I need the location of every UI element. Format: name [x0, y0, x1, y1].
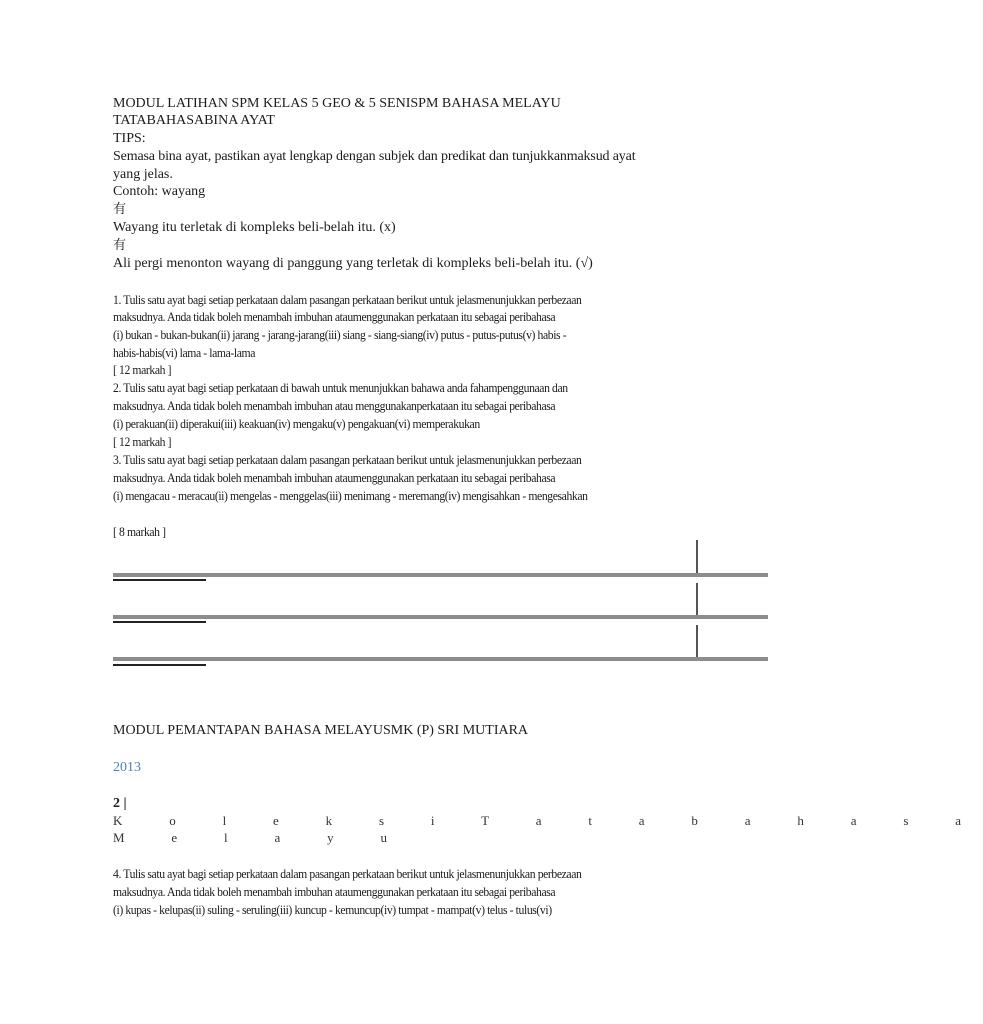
answer-divider-3: [696, 625, 698, 657]
answer-divider-2: [696, 583, 698, 615]
answer-underline-1: [113, 579, 206, 581]
q3-line1: 3. Tulis satu ayat bagi setiap perkataan dalam pasangan perkataan berikut untuk jelasmenunjukkan perbezaan: [113, 452, 582, 467]
q4-line2: maksudnya. Anda tidak boleh menambah imbuhan ataumenggunakan perkataan itu sebagai peribahasa: [113, 884, 556, 899]
q3-line2: maksudnya. Anda tidak boleh menambah imbuhan ataumenggunakan perkataan itu sebagai peribahasa: [113, 470, 556, 485]
example-label: Contoh: wayang: [113, 184, 206, 199]
q3-marks: [ 8 markah ]: [113, 524, 166, 539]
answer-line-3: [113, 657, 768, 661]
example-wrong: Wayang itu terletak di kompleks beli-belah itu. (x): [113, 220, 396, 235]
answer-line-2: [113, 615, 768, 619]
document-title: MODUL LATIHAN SPM KELAS 5 GEO & 5 SENISPM BAHASA MELAYU: [113, 96, 561, 111]
q3-line3: (i) mengacau - meracau(ii) mengelas - menggelas(iii) menimang - meremang(iv) mengisahkan - mengesahkan: [113, 488, 588, 503]
q1-line3: (i) bukan - bukan-bukan(ii) jarang - jarang-jarang(iii) siang - siang-siang(iv) putus - putus-putus(v) habis -: [113, 327, 567, 342]
q4-line3: (i) kupas - kelupas(ii) suling - seruling(iii) kuncup - kemuncup(iv) tumpat - mampat(v) telus - tulus(vi): [113, 902, 552, 917]
example-right: Ali pergi menonton wayang di panggung yang terletak di kompleks beli-belah itu. (√): [113, 256, 593, 271]
collection-title-line2: M e l a y u: [113, 830, 409, 845]
q1-line1: 1. Tulis satu ayat bagi setiap perkataan dalam pasangan perkataan berikut untuk jelasmenunjukkan perbezaan: [113, 292, 582, 307]
q2-marks: [ 12 markah ]: [113, 434, 172, 449]
q2-line1: 2. Tulis satu ayat bagi setiap perkataan di bawah untuk menunjukkan bahawa anda fahampenggunaan dan: [113, 380, 568, 395]
collection-title-line1: K o l e k s i T a t a b a h a s a: [113, 813, 983, 828]
glyph-marker-2: 有: [113, 238, 127, 253]
q4-line1: 4. Tulis satu ayat bagi setiap perkataan dalam pasangan perkataan berikut untuk jelasmenunjukkan perbezaan: [113, 866, 582, 881]
tips-label: TIPS:: [113, 131, 146, 146]
tips-text-line1: Semasa bina ayat, pastikan ayat lengkap dengan subjek dan predikat dan tunjukkanmaksud ayat: [113, 149, 636, 164]
school-name: MODUL PEMANTAPAN BAHASA MELAYUSMK (P) SRI MUTIARA: [113, 723, 529, 738]
answer-underline-3: [113, 664, 206, 666]
q1-line4: habis-habis(vi) lama - lama-lama: [113, 345, 256, 360]
tips-text-line2: yang jelas.: [113, 167, 173, 182]
q2-line2: maksudnya. Anda tidak boleh menambah imbuhan atau menggunakanperkataan itu sebagai peribahasa: [113, 398, 556, 413]
page-number: 2 |: [113, 796, 127, 811]
q1-line2: maksudnya. Anda tidak boleh menambah imbuhan ataumenggunakan perkataan itu sebagai peribahasa: [113, 309, 556, 324]
glyph-marker-1: 有: [113, 202, 127, 217]
answer-divider-1: [696, 540, 698, 574]
answer-underline-2: [113, 621, 206, 623]
answer-line-1: [113, 573, 768, 577]
q1-marks: [ 12 markah ]: [113, 362, 172, 377]
year-label: 2013: [113, 760, 141, 775]
q2-line3: (i) perakuan(ii) diperakui(iii) keakuan(iv) mengaku(v) pengakuan(vi) memperakukan: [113, 416, 480, 431]
document-subtitle: TATABAHASABINA AYAT: [113, 113, 275, 128]
